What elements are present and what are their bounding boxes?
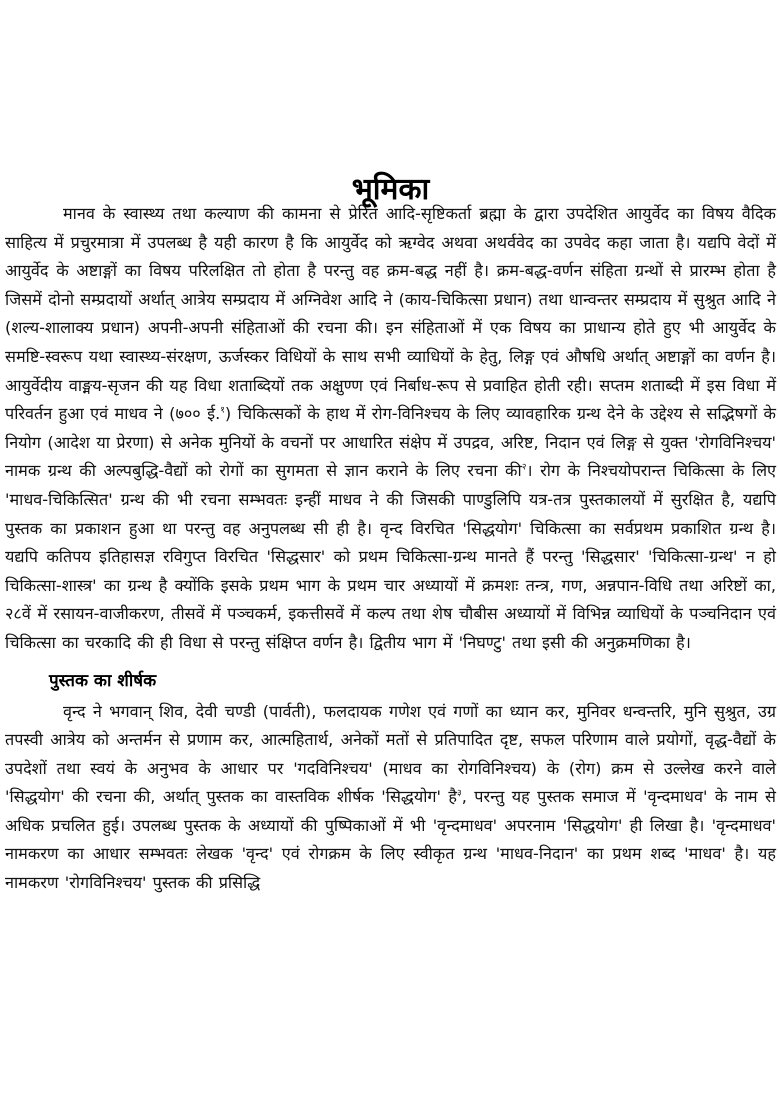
text-run: मानव के स्वास्थ्य तथा कल्याण की कामना से प्रेरित आदि-सृष्टिकर्ता ब्रह्मा के द्वारा उपदेशित आयुर्वेद का विषय वैदिक साहित्य में प्रचुरमात्रा में उपलब्ध है यही कारण है कि आयुर्वेद को ऋग्वेद अथवा अथर्ववेद का उपवेद कहा जाता है। यद्यपि वेदों में आयुर्वेद के अष्टाङ्गों का विषय परिलक्षित तो होता है परन्तु वह क्रम-बद्ध नहीं है। क्रम-बद्ध-वर्णन संहिता ग्रन्थों से प्रारम्भ होता है जिसमें दोनो सम्प्रदायों अर्थात् आत्रेय सम्प्रदाय में अग्निवेश आदि ने (काय-चिकित्सा प्रधान) तथा धान्वन्तर सम्प्रदाय में सुश्रुत आदि ने (शल्य-शालाक्य प्रधान) अपनी-अपनी संहिताओं की रचना की। इन संहिताओं में एक विषय का प्राधान्य होते हुए भी आयुर्वेद के समष्टि-स्वरूप यथा स्वास्थ्य-संरक्षण, ऊर्जस्कर विधियों के साथ सभी व्याधियों के हेतु, लिङ्ग एवं औषधि अर्थात् अष्टाङ्गों का वर्णन है। आयुर्वेदीय वाङ्मय-सृजन की यह विधा शताब्दियों तक अक्षुण्ण एवं निर्बाध-रूप से प्रवाहित होती रही। सप्तम शताब्दी में इस विधा में परिवर्तन हुआ एवं माधव ने (७०० ई. <box>5 204 776 424</box>
footnote-marker-3[interactable]: ३ <box>457 788 462 799</box>
text-run: । रोग के निश्चयोपरान्त चिकित्सा के लिए 'माधव-चिकित्सित' ग्रन्थ की भी रचना सम्भवतः इन्हीं माधव ने की जिसकी पाण्डुलिपि यत्र-तत्र पुस्तकालयों में सुरक्षित है, यद्यपि पुस्तक का प्रकाशन हुआ था परन्तु वह अनुपलब्ध सी ही है। वृन्द विरचित 'सिद्धयोग' चिकित्सा का सर्वप्रथम प्रकाशित ग्रन्थ है। यद्यपि कतिपय इतिहासज्ञ रविगुप्त विरचित 'सिद्धसार' को प्रथम चिकित्सा-ग्रन्थ मानते हैं परन्तु 'सिद्धसार' 'चिकित्सा-ग्रन्थ' न हो चिकित्सा-शास्त्र' का ग्रन्थ है क्योंकि इसके प्रथम भाग के प्रथम चार अध्यायों में क्रमशः तन्त्र, गण, अन्नपान-विधि तथा अरिष्टों का, २८वें में रसायन-वाजीकरण, तीसवें में पञ्चकर्म, इकत्तीसवें में कल्प तथा शेष चौबीस अध्यायों में विभिन्न व्याधियों के पञ्चनिदान एवं चिकित्सा का चरकादि की ही विधा से परन्तु संक्षिप्त वर्णन है। द्वितीय भाग में 'निघण्टु' तथा इसी की अनुक्रमणिका है। <box>5 461 776 652</box>
section-heading-book-title: पुस्तक का शीर्षक <box>49 670 157 691</box>
paragraph-intro <box>5 200 776 658</box>
text-run: , परन्तु यह पुस्तक समाज में 'वृन्दमाधव' के नाम से अधिक प्रचलित हुई। उपलब्ध पुस्तक के अध्यायों की पुष्पिकाओं में भी 'वृन्दमाधव' अपरनाम 'सिद्धयोग' ही लिखा है। 'वृन्दमाधव' नामकरण का आधार सम्भवतः लेखक 'वृन्द' एवं रोगक्रम के लिए स्वीकृत ग्रन्थ 'माधव-निदान' का प्रथम शब्द 'माधव' है। यह नामकरण 'रोगविनिश्चय' पुस्तक की प्रसिद्धि <box>5 787 776 893</box>
paragraph-book-title <box>5 698 776 898</box>
document-body <box>5 200 776 898</box>
footnote-marker-1[interactable]: १ <box>220 405 225 416</box>
text-run: वृन्द ने भगवान् शिव, देवी चण्डी (पार्वती), फलदायक गणेश एवं गणों का ध्यान कर, मुनिवर धन्वन्तरि, मुनि सुश्रुत, उग्र तपस्वी आत्रेय को अन्तर्मन से प्रणाम कर, आत्महितार्थ, अनेकों मतों से प्रतिपादित दृष्ट, सफल परिणाम वाले प्रयोगों, वृद्ध-वैद्यों के उपदेशों तथा स्वयं के अनुभव के आधार पर 'गदविनिश्चय' (माधव का रोगविनिश्चय) के (रोग) क्रम से उल्लेख करने वाले 'सिद्धयोग' की रचना की, अर्थात् पुस्तक का वास्तविक शीर्षक 'सिद्धयोग' है <box>5 701 776 807</box>
page-title: भूमिका <box>351 172 430 208</box>
footnote-marker-2[interactable]: २ <box>521 462 527 473</box>
text-run: ) चिकित्सकों के हाथ में रोग-विनिश्चय के लिए व्यावहारिक ग्रन्थ देने के उद्देश्य से सद्भिषगों के नियोग (आदेश या प्रेरणा) से अनेक मुनियों के वचनों पर आधारित संक्षेप में उपद्रव, अरिष्ट, निदान एवं लिङ्ग से युक्त 'रोगविनिश्चय' नामक ग्रन्थ की अल्पबुद्धि-वैद्यों को रोगों का सुगमता से ज्ञान कराने के लिए रचना की <box>5 404 776 481</box>
